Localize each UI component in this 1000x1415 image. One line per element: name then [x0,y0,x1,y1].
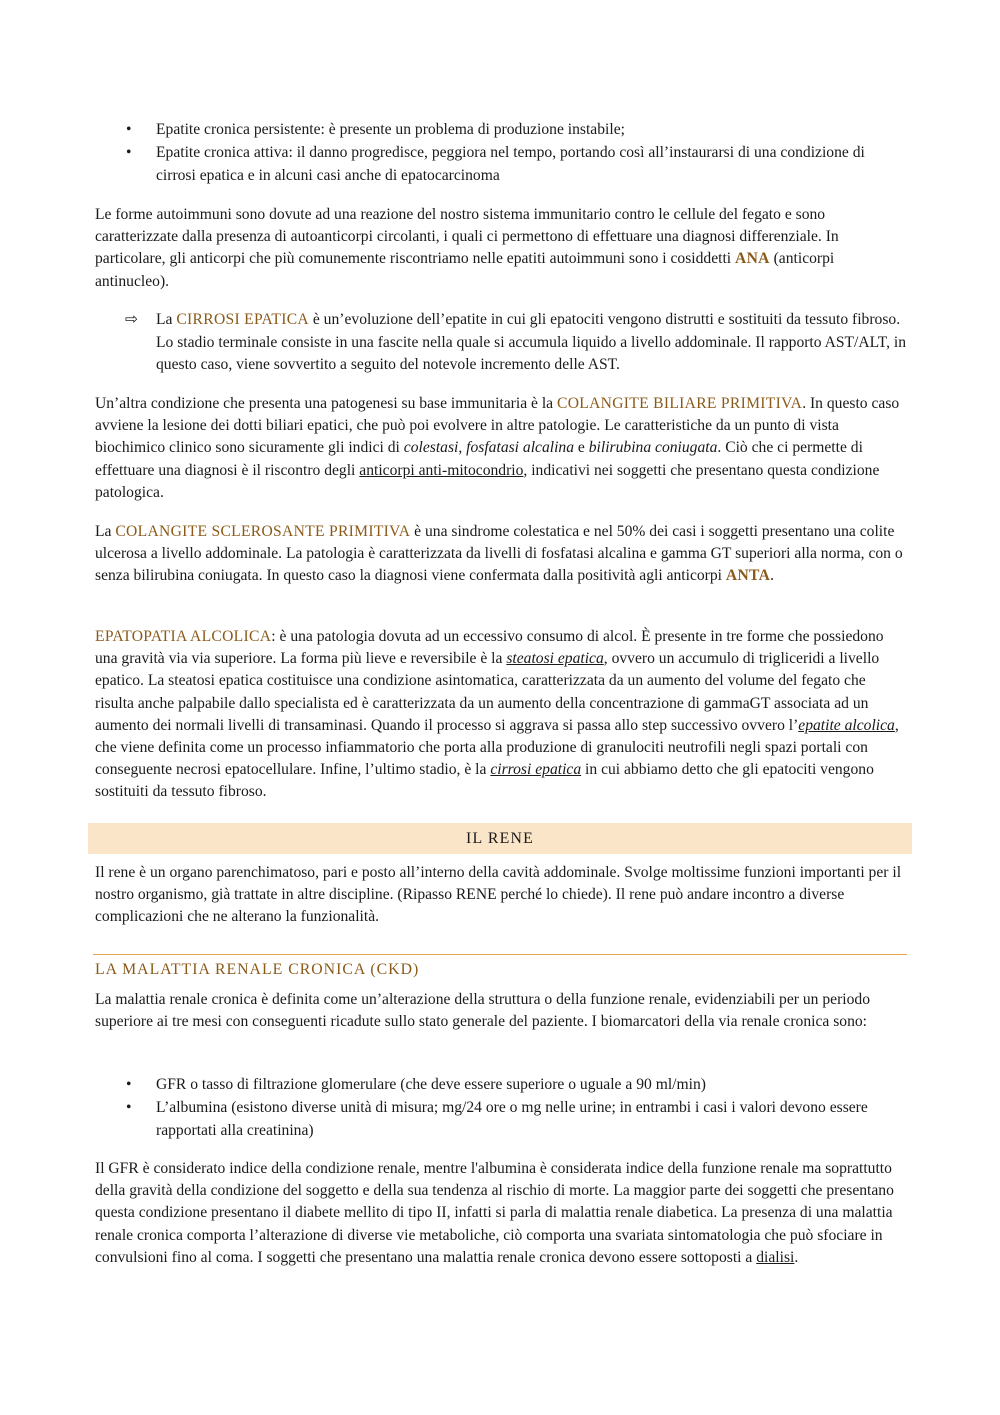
epatopatia-term: EPATOPATIA ALCOLICA [95,628,272,645]
bullet-icon: • [126,1098,132,1116]
paragraph-alcoholic-liver: EPATOPATIA ALCOLICA: è una patologia dovuta ad un eccessivo consumo di alcol. È presente in tre forme che possiedono una gravità via via superiore. La forma più lieve e reversibile è la steatosi epatica, ovvero un accumulo di trigliceridi a livello epatico. La steatosi epatica costituisce una condizione asintomatica, caratterizzata da un aumento del volume del fegato che risulta anche palpabile dallo specialista ed è caratterizzata da un aumento della concentrazione di gammaGT associata ad un aumento dei normali livelli di transaminasi. Quando il processo si aggrava si passa allo step successivo ovvero l’epatite alcolica, che viene definita come un processo infiammatorio che porta alla produzione di granulociti neutrofili negli spazi portali con conseguente necrosi epatocellulare. Infine, l’ultimo stadio, è la cirrosi epatica in cui abbiamo detto che gli epatociti vengono sostituiti da tessuto fibroso. [95,628,899,801]
ckd-biomarkers-list [95,1074,907,1142]
paragraph-gfr: Il GFR è considerato indice della condizione renale, mentre l'albumina è considerata indice della funzione renale ma soprattutto della gravità della condizione del soggetto e della sua tendenza al rischio di morte. La maggior parte dei soggetti che presentano questa condizione presentano il diabete mellito di tipo II, infatti si parla di malattia renale diabetica. La presenza di una malattia renale cronica comporta l’alterazione di diverse vie metaboliche, ciò comporta una svariata sintomatologia che può sfociare in convulsioni fino al coma. I soggetti che presentano una malattia renale cronica devono essere sottoposti a dialisi. [95,1160,894,1266]
colangite-biliare-term: COLANGITE BILIARE PRIMITIVA [557,395,803,412]
hepatitis-forms-list [95,119,907,187]
list-item: • L’albumina (esistono diverse unità di misura; mg/24 ore o mg nelle urine; in entrambi i casi i valori devono essere rapportati alla creatinina) [126,1098,868,1139]
arrow-right-icon: ⇨ [125,311,139,328]
list-item: • GFR o tasso di filtrazione glomerulare (che deve essere superiore o uguale a 90 ml/min) [95,1074,907,1097]
list-item: • Epatite cronica persistente: è presente un problema di produzione instabile; [95,119,907,142]
bullet-icon: • [126,143,132,161]
bullet-icon: • [126,121,132,138]
ana-term: ANA [735,250,770,268]
paragraph-kidney: Il rene è un organo parenchimatoso, pari e posto all’interno della cavità addominale. Svolge moltissime funzioni importanti per il nostro organismo, già trattate in altre discipline. (Ripasso RENE perché lo chiede). Il rene può andare incontro a diverse complicazioni che ne alterano la funzionalità. [95,864,902,926]
cirrosi-term: CIRROSI EPATICA [176,311,309,328]
paragraph-sclerosing-cholangitis: La COLANGITE SCLEROSANTE PRIMITIVA è una sindrome colestatica e nel 50% dei casi i soggetti presentano una colite ulcerosa a livello addominale. La patologia è caratterizzata da livelli di fosfatasi alcalina e gamma GT superiori alla norma, con o senza bilirubina coniugata. In questo caso la diagnosi viene confermata dalla positività agli anticorpi ANTA. [95,523,903,585]
subheading-ckd: LA MALATTIA RENALE CRONICA (CKD) [95,961,420,978]
bullet-icon: • [126,1076,132,1093]
paragraph-cirrhosis: ⇨ La CIRROSI EPATICA è un’evoluzione dell’epatite in cui gli epatociti vengono distrutti e sostituiti da tessuto fibroso. Lo stadio terminale consiste in una fascite nella quale si accumula liquido a livello addominale. Il rapporto AST/ALT, in questo caso, viene sovvertito a seguito del notevole incremento delle AST. [125,311,907,373]
paragraph-ckd: La malattia renale cronica è definita come un’alterazione della struttura o della funzione renale, evidenziabili per un periodo superiore ai tre mesi con conseguenti ricadute sullo stato generale del paziente. I biomarcatori della via renale cronica sono: [95,991,870,1031]
anta-term: ANTA [725,567,771,585]
colangite-sclerosante-term: COLANGITE SCLEROSANTE PRIMITIVA [115,523,411,540]
list-item: • Epatite cronica attiva: il danno progredisce, peggiora nel tempo, portando così all’instaurarsi di una condizione di cirrosi epatica e in alcuni casi anche di epatocarcinoma [126,143,865,184]
paragraph-autoimmune: Le forme autoimmuni sono dovute ad una reazione del nostro sistema immunitario contro le cellule del fegato e sono caratterizzate dalla presenza di autoanticorpi circolanti, i quali ci permettono di effettuare una diagnosi differenziale. In particolare, gli anticorpi che più comunemente riscontriamo nelle epatiti autoimmuni sono i cosiddetti ANA (anticorpi antinucleo). [95,206,839,290]
section-divider [93,954,907,955]
paragraph-biliary-cholangitis: Un’altra condizione che presenta una patogenesi su base immunitaria è la COLANGITE BILIARE PRIMITIVA. In questo caso avviene la lesione dei dotti biliari epatici, che può poi evolvere in altre patologie. Le caratteristiche da un punto di vista biochimico clinico sono sicuramente gli indici di colestasi, fosfatasi alcalina e bilirubina coniugata. Ciò che ci permette di effettuare una diagnosi è il riscontro degli anticorpi anti-mitocondrio, indicativi nei soggetti che presentano questa condizione patologica. [95,395,900,501]
section-title-rene: IL RENE [88,823,912,854]
